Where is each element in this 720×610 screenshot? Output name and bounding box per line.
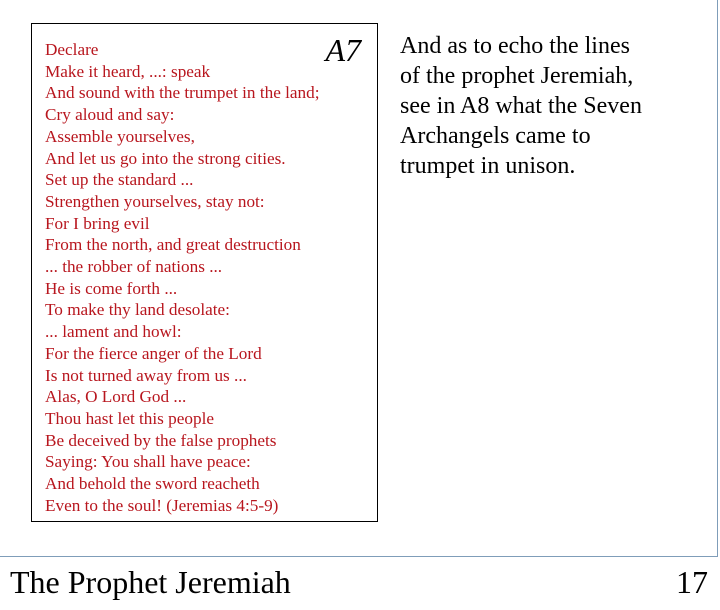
quote-line: Thou hast let this people [45, 408, 214, 428]
footer-title: The Prophet Jeremiah [10, 564, 291, 600]
quote-line: And let us go into the strong cities. [45, 148, 286, 168]
quote-line: Is not turned away from us ... [45, 365, 247, 385]
quote-line: Declare [45, 40, 99, 59]
quote-line: Alas, O Lord God ... [45, 387, 187, 407]
page-number: 17 [676, 564, 708, 600]
quote-line: For the fierce anger of the Lord [45, 343, 262, 363]
quote-line: And behold the sword reacheth [45, 474, 260, 494]
commentary-line: trumpet in unison. [400, 153, 576, 179]
quote-line: He is come forth ... [45, 278, 178, 298]
quote-line: For I bring evil [45, 213, 150, 233]
quote-line: ... the robber of nations ... [45, 257, 223, 277]
commentary-line: And as to echo the lines [400, 33, 630, 59]
quote-line: Even to the soul! (Jeremias 4:5-9) [45, 495, 279, 515]
quote-lines [45, 39, 320, 516]
commentary-line: of the prophet Jeremiah, [400, 63, 634, 89]
quote-line: Assemble yourselves, [45, 126, 195, 146]
quote-line: ... lament and howl: [45, 322, 182, 342]
quote-line: Cry aloud and say: [45, 105, 175, 125]
quote-line: To make thy land desolate: [45, 300, 230, 320]
quote-id: A7 [325, 32, 361, 68]
commentary-line: see in A8 what the Seven [400, 93, 642, 119]
commentary-line: Archangels came to [400, 123, 591, 149]
quote-line: From the north, and great destruction [45, 235, 301, 255]
quote-line: Make it heard, ...: speak [45, 61, 211, 81]
quote-line: And sound with the trumpet in the land; [45, 83, 320, 103]
scripture-quote-box [31, 23, 378, 522]
quote-line: Saying: You shall have peace: [45, 452, 251, 472]
quote-line: Strengthen yourselves, stay not: [45, 191, 265, 211]
quote-line: Be deceived by the false prophets [45, 430, 277, 450]
quote-line: Set up the standard ... [45, 170, 194, 190]
commentary-text [400, 31, 710, 181]
